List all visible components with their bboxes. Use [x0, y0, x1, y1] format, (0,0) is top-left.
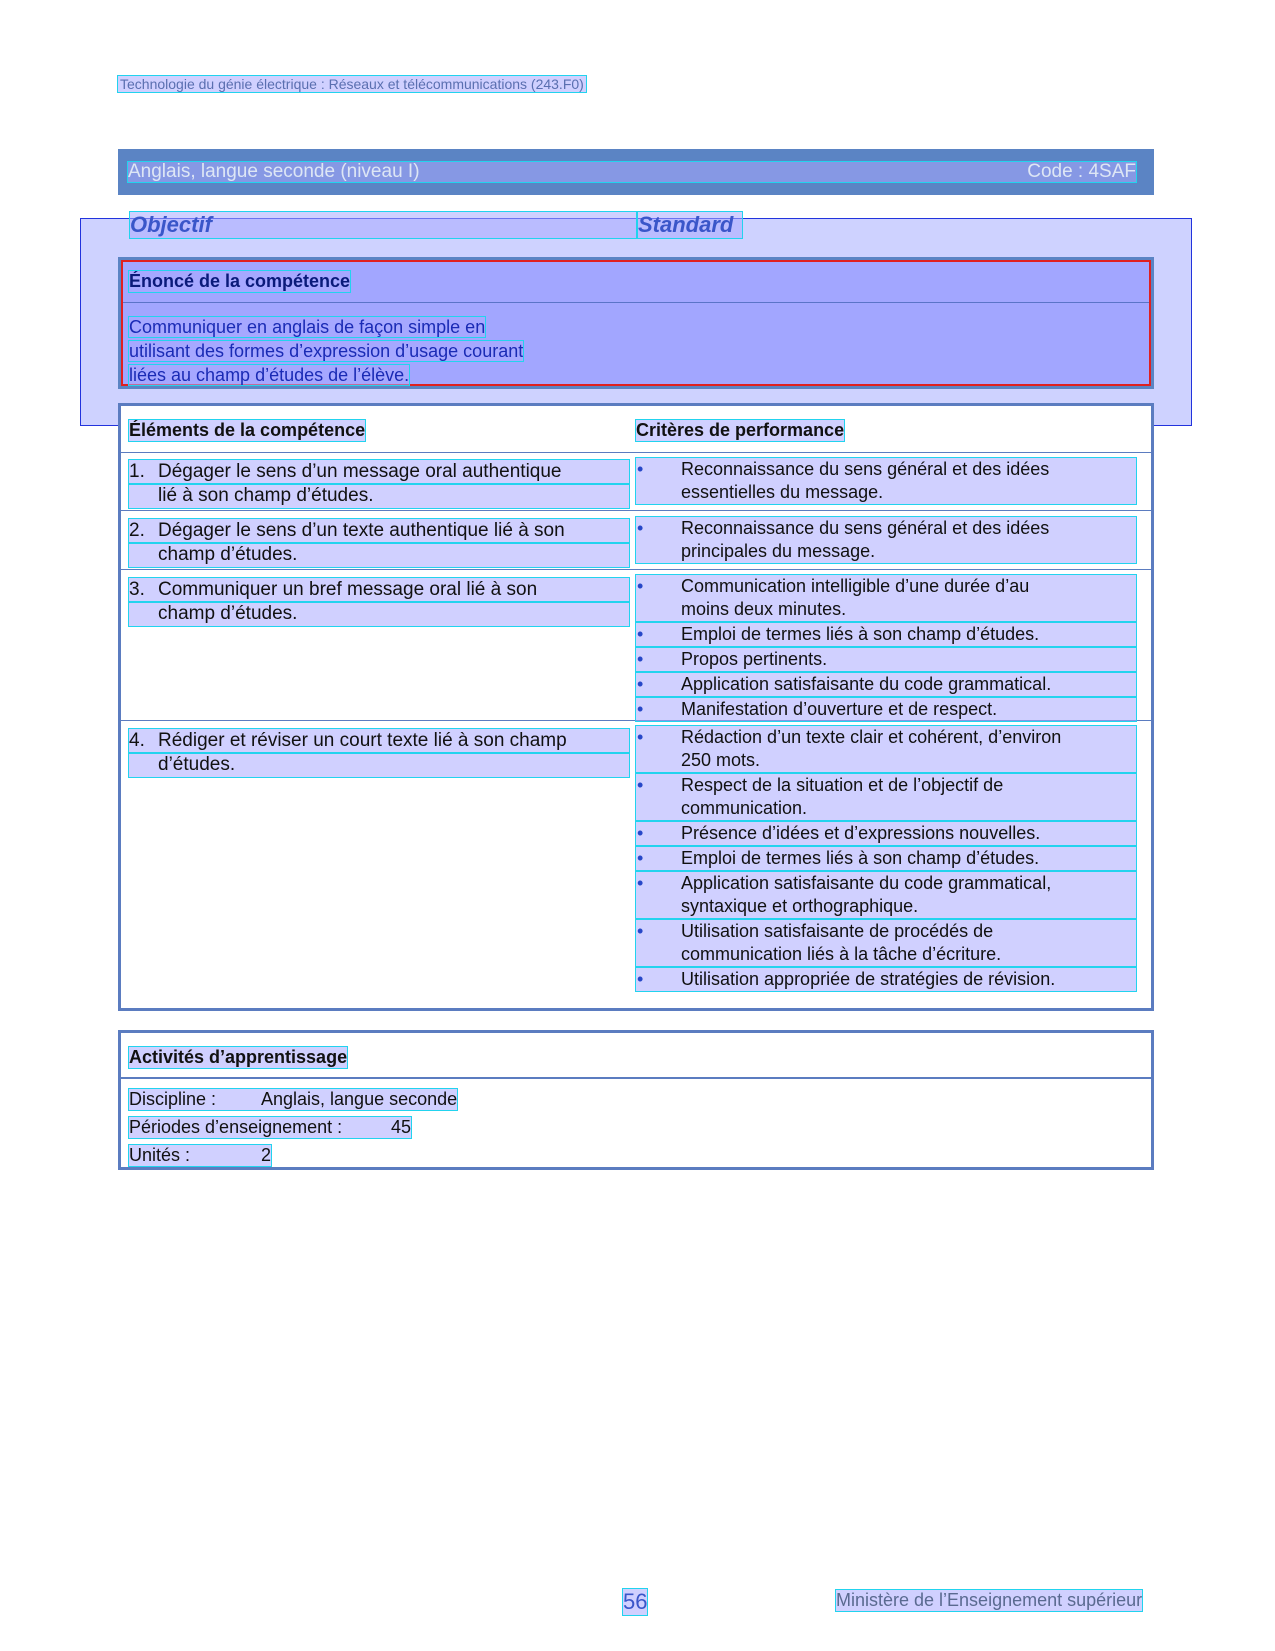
bullet-icon: •	[637, 674, 644, 694]
table-row	[121, 511, 1151, 570]
list-item: • Reconnaissance du sens général et des idées principales du message.	[636, 517, 1136, 563]
table-row	[121, 452, 1151, 511]
course-code: Code : 4SAF	[1027, 161, 1136, 182]
bullet-icon: •	[637, 459, 644, 479]
criteria-list	[636, 575, 1136, 723]
bullet-icon: •	[637, 624, 644, 644]
divider	[121, 1077, 1151, 1079]
page-number: 56	[623, 1589, 648, 1614]
list-item: • Communication intelligible d’une durée d’au moins deux minutes.	[636, 575, 1136, 621]
bullet-icon: •	[637, 649, 644, 669]
element-text: 2. Dégager le sens d’un texte authentique lié à son champ d’études.	[129, 519, 629, 567]
course-title-bar	[118, 149, 1154, 195]
criteria-column-header: Critères de performance	[636, 420, 845, 440]
statement-line: utilisant des formes d’expression d’usage courant	[129, 341, 524, 361]
bullet-icon: •	[637, 823, 644, 843]
list-item: • Manifestation d’ouverture et de respect.	[636, 698, 1136, 721]
objective-heading: Objectif	[130, 212, 636, 238]
statement-line: liées au champ d’études de l’élève.	[129, 365, 410, 385]
learning-activities-box	[118, 1030, 1154, 1170]
element-text: 3. Communiquer un bref message oral lié à son champ d’études.	[129, 578, 629, 626]
document-header: Technologie du génie électrique : Réseaux et télécommunications (243.F0)	[120, 76, 584, 92]
table-header-row	[121, 406, 1151, 453]
bullet-icon: •	[637, 848, 644, 868]
bullet-icon: •	[637, 921, 644, 941]
list-item: • Reconnaissance du sens général et des idées essentielles du message.	[636, 458, 1136, 504]
bullet-icon: •	[637, 699, 644, 719]
list-item: • Rédaction d’un texte clair et cohérent, d’environ 250 mots.	[636, 726, 1136, 772]
criteria-list	[636, 458, 1136, 506]
element-number: 1.	[129, 461, 145, 482]
list-item: • Respect de la situation et de l’objectif de communication.	[636, 774, 1136, 820]
list-item: • Emploi de termes liés à son champ d’études.	[636, 623, 1136, 646]
competency-statement-title: Énoncé de la compétence	[129, 271, 351, 291]
footer-ministry: Ministère de l’Enseignement supérieur	[836, 1590, 1143, 1610]
list-item: • Application satisfaisante du code grammatical.	[636, 673, 1136, 696]
element-text: 4. Rédiger et réviser un court texte lié à son champ d’études.	[129, 729, 629, 777]
list-item: • Propos pertinents.	[636, 648, 1136, 671]
criteria-list	[636, 517, 1136, 565]
competency-statement-box	[118, 257, 1154, 389]
periods-line: Périodes d’enseignement : 45	[129, 1117, 412, 1137]
table-row	[121, 570, 1151, 721]
standard-heading: Standard	[638, 212, 742, 238]
bullet-icon: •	[637, 576, 644, 596]
list-item: • Emploi de termes liés à son champ d’études.	[636, 847, 1136, 870]
table-row	[121, 721, 1151, 1006]
statement-line: Communiquer en anglais de façon simple en	[129, 317, 486, 337]
elements-column-header: Éléments de la compétence	[129, 420, 366, 440]
competency-elements-table	[118, 403, 1154, 1011]
units-line: Unités : 2	[129, 1145, 272, 1165]
course-title: Anglais, langue seconde (niveau I)	[128, 161, 420, 182]
competency-statement-text	[129, 315, 589, 387]
criteria-list	[636, 726, 1136, 993]
learning-activities-title: Activités d’apprentissage	[129, 1047, 348, 1067]
bullet-icon: •	[637, 969, 644, 989]
bullet-icon: •	[637, 518, 644, 538]
list-item: • Application satisfaisante du code grammatical, syntaxique et orthographique.	[636, 872, 1136, 918]
bullet-icon: •	[637, 873, 644, 893]
list-item: • Présence d’idées et d’expressions nouvelles.	[636, 822, 1136, 845]
list-item: • Utilisation appropriée de stratégies de révision.	[636, 968, 1136, 991]
element-text: 1. Dégager le sens d’un message oral authentique lié à son champ d’études.	[129, 460, 629, 508]
bullet-icon: •	[637, 727, 644, 747]
discipline-line: Discipline : Anglais, langue seconde	[129, 1089, 458, 1109]
divider	[123, 302, 1149, 303]
list-item: • Utilisation satisfaisante de procédés de communication liés à la tâche d’écriture.	[636, 920, 1136, 966]
bullet-icon: •	[637, 775, 644, 795]
